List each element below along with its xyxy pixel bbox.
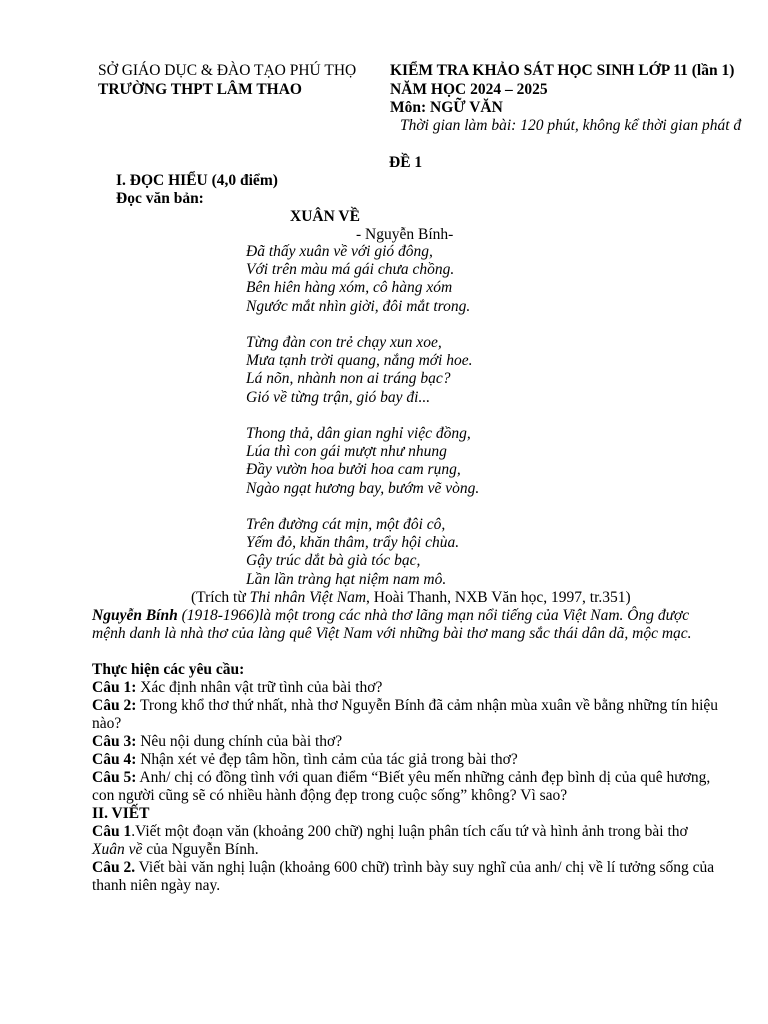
school-year: NĂM HỌC 2024 – 2025 [390,81,548,98]
poem-line: Trên đường cát mịn, một đôi cô, [246,516,446,533]
question-item [92,697,722,733]
poem-stanza [246,516,479,589]
poem-line: Bên hiên hàng xóm, cô hàng xóm [246,279,453,297]
author-note-name: Nguyễn Bính [92,607,178,624]
exam-title: KIỂM TRA KHẢO SÁT HỌC SINH LỚP 11 (lần 1) [390,62,735,79]
writing-q1-text-a: .Viết một đoạn văn (khoảng 200 chữ) nghị luận phân tích cấu tứ và hình ảnh trong bài thơ [131,823,688,840]
question-text: Nhận xét vẻ đẹp tâm hồn, tình cảm của tác giả trong bài thơ? [136,751,518,768]
department-name: SỞ GIÁO DỤC & ĐÀO TẠO PHÚ THỌ [98,62,357,79]
time-allowed: Thời gian làm bài: 120 phút, không kể thời gian phát đ [400,117,742,134]
poem-line: Với trên màu má gái chưa chồng. [246,261,455,279]
question-text: Nêu nội dung chính của bài thơ? [136,733,343,750]
question-label: Câu 1: [92,679,137,696]
author-note [92,607,722,643]
poem-line: Gió về từng trận, gió bay đi... [246,388,431,406]
writing-q1-text-b: của Nguyễn Bính. [142,841,259,858]
poem-stanza [246,425,479,498]
poem-line: Thong thả, dân gian nghỉ việc đồng, [246,425,471,442]
question-item [92,751,722,769]
poem-author: - Nguyễn Bính- [356,226,454,243]
poem-body [246,243,479,589]
poem-stanza [246,334,479,407]
poem-line: Lúa thì con gái mượt như nhung [246,443,447,461]
question-label: Câu 3: [92,733,137,750]
poem-line: Mưa tạnh trời quang, nắng mới hoe. [246,352,473,370]
poem-line: Đã thấy xuân về với gió đông, [246,243,433,260]
poem-title: XUÂN VỀ [290,208,360,225]
poem-stanza [246,243,479,316]
writing-q2-label: Câu 2. [92,859,136,876]
question-item [92,733,722,751]
exam-code: ĐỀ 1 [389,154,423,171]
tasks-heading: Thực hiện các yêu cầu: [92,661,245,678]
question-label: Câu 5: [92,769,137,786]
section-writing-heading: II. VIẾT [92,805,150,822]
source-book: Thi nhân Việt Nam [249,589,367,606]
questions-block [92,661,722,895]
writing-q2-text: Viết bài văn nghị luận (khoảng 600 chữ) trình bày suy nghĩ của anh/ chị về lí tưởng sống của thanh niên ngày nay. [92,859,715,894]
writing-q1-italic: Xuân về [92,841,143,858]
subject: Môn: NGỮ VĂN [390,99,503,116]
poem-line: Lá nõn, nhành non ai tráng bạc? [246,370,451,388]
question-text: Trong khổ thơ thứ nhất, nhà thơ Nguyễn Bính đã cảm nhận mùa xuân về bằng những tín hiệu nào? [92,697,719,732]
section-reading-heading: I. ĐỌC HIỂU (4,0 điểm) [116,172,278,189]
reading-instruction: Đọc văn bản: [116,190,204,207]
poem-line: Lần lần tràng hạt niệm nam mô. [246,570,447,588]
writing-question-2 [92,859,722,895]
source-suffix: , Hoài Thanh, NXB Văn học, 1997, tr.351) [366,589,631,606]
poem-line: Đầy vườn hoa bưởi hoa cam rụng, [246,461,461,479]
poem-source [191,588,631,608]
question-item [92,769,722,805]
school-name: TRƯỜNG THPT LÂM THAO [98,81,302,98]
poem-line: Ngào ngạt hương bay, bướm vẽ vòng. [246,479,480,497]
question-label: Câu 2: [92,697,137,714]
question-label: Câu 4: [92,751,137,768]
poem-line: Gậy trúc dắt bà già tóc bạc, [246,552,421,570]
poem-line: Ngước mắt nhìn giời, đôi mắt trong. [246,297,471,315]
poem-line: Từng đàn con trẻ chạy xun xoe, [246,334,442,351]
question-item [92,679,722,697]
question-text: Anh/ chị có đồng tình với quan điểm “Biết yêu mến những cảnh đẹp bình dị của quê hương, con người cũng sẽ có nhiều hành động đẹp trong cuộc sống” không? Vì sao? [92,769,711,804]
writing-question-1 [92,823,722,859]
question-text: Xác định nhân vật trữ tình của bài thơ? [136,679,383,696]
poem-line: Yếm đỏ, khăn thâm, trẩy hội chùa. [246,534,460,552]
author-note-text: (1918-1966)là một trong các nhà thơ lãng mạn nổi tiếng của Việt Nam. Ông được mệnh danh là nhà thơ của làng quê Việt Nam với những bài thơ mang sắc thái dân dã, mộc mạc. [92,607,692,642]
writing-q1-label: Câu 1 [92,823,132,840]
source-prefix: (Trích từ [191,589,250,606]
